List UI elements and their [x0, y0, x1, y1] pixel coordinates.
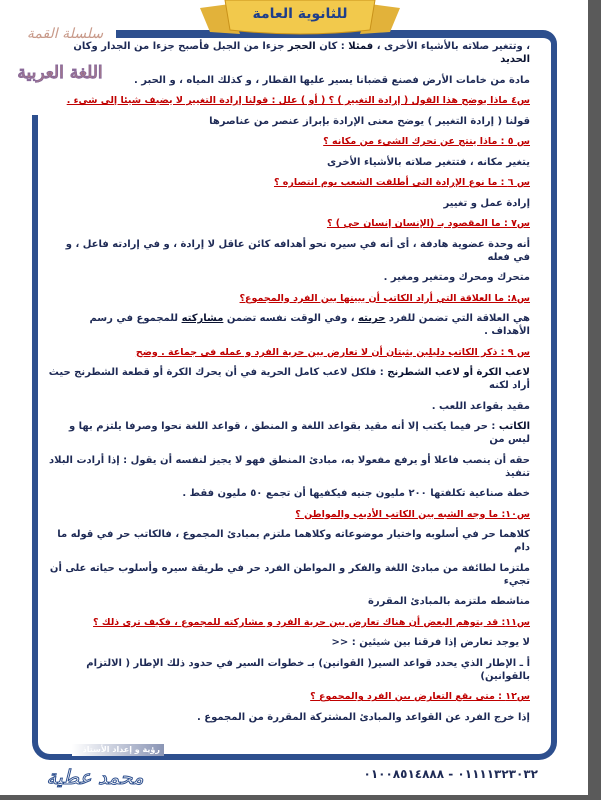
- answer-line: ملتزما لطائفة من مبادئ اللغة والفكر و المواطن الفرد حر في طريقة سيره وأسلوب حياته على أن تجيء: [49, 562, 530, 587]
- svg-text:اللغة العربية: اللغة العربية: [17, 63, 103, 83]
- text-segment: : فلكل لاعب كامل الحرية في أن يحرك الكرة أو قطعة الشطرنج حيث أراد لكنه: [48, 367, 530, 392]
- question-heading: س١٠: ما وجه الشبه بين الكاتب الأديب والمواطن ؟: [295, 508, 530, 520]
- question-heading: س ٥ : ماذا ينتج عن تحرك الشيء من مكانه ؟: [323, 136, 530, 148]
- question-heading: س ٦ : ما نوع الإرادة التي أطلقت الشعب يوم انتصاره ؟: [273, 177, 530, 189]
- answer-line: مادة من خامات الأرض فصنع قضبانا يسير عليها القطار ، و كذلك المياه ، و الحبر .: [133, 74, 530, 86]
- answer-line: [48, 366, 530, 392]
- answer-line: [48, 420, 530, 446]
- answer-line: حقه أن ينصب فاعلا أو يرفع مفعولا به، مبادئ المنطق فهو لا يجيز لنفسه أن يقول : إذا أرادت البلاد تنفيذ: [48, 454, 530, 479]
- keyword: الحجر: [287, 41, 316, 52]
- answer-line: أنه وحدة عضوية هادفة ، أى أنه في سيره نحو أهدافه كائن عاقل لا إرادة ، و في إرادته فاعل ، و في فعله: [65, 238, 530, 263]
- ribbon-banner: [200, 0, 400, 38]
- text-segment: للمجموع في رسم الأهداف .: [89, 313, 530, 338]
- answer-line: متحرك ومحرك ومتغير ومغير .: [383, 272, 530, 284]
- keyword: حريته: [358, 313, 386, 325]
- keyword: الكاتب: [498, 421, 530, 433]
- question-heading: س١١: قد يتوهم البعض أن هناك تعارض بين حرية الفرد و مشاركته للمجموع ، فكيف ترى ذلك ؟: [93, 616, 530, 628]
- text-segment: جزءا من الجبل فأصبح جزءا من الجدار وكان: [73, 41, 288, 52]
- text-segment: هي العلاقة التي تضمن للفرد: [385, 313, 530, 325]
- svg-text:محمد عطية: محمد عطية: [46, 765, 144, 789]
- keyword: مشاركته: [181, 313, 224, 325]
- keyword: فمثلا: [348, 41, 374, 52]
- answer-line: أ ـ الإطار الذي يحدد قواعد السير( القوانين) بـ خطوات السير في حدود ذلك الإطار ( الالتزام بالقوانين): [86, 657, 530, 682]
- keyword: الحديد: [500, 54, 530, 65]
- author-signature: [25, 758, 165, 794]
- answer-line: إذا خرج الفرد عن القواعد والمبادئ المشتركة المقررة من المجموع .: [196, 711, 530, 723]
- answer-line: [48, 312, 530, 338]
- ribbon-text: للثانوية العامة: [252, 6, 348, 22]
- text-segment: : حر فيما يكتب إلا أنه مقيد بقواعد اللغة و المنطق ، قواعد اللغة نحوا وصرفا يلتزم بها و ليس من: [68, 421, 530, 446]
- credit-label: رؤية و إعداد الأستاذ: [72, 744, 164, 756]
- answer-line: قولنا ( إرادة التغيير ) يوضح معنى الإرادة بإبراز عنصر من عناصرها: [209, 115, 530, 127]
- answer-line: يتغير مكانه ، فتتغير صلاته بالأشياء الأخرى: [327, 156, 530, 168]
- svg-text:سلسلة القمة: سلسلة القمة: [26, 26, 104, 42]
- answer-line: [48, 40, 530, 66]
- answer-line: خطة صناعية تكلفتها ٢٠٠ مليون جنيه فيكفيها أن تجمع ٥٠ مليون فقط .: [182, 488, 530, 500]
- answer-line: مقيد بقواعد اللعب .: [431, 400, 530, 412]
- text-segment: : كان: [315, 41, 349, 52]
- question-heading: س١٢ : متى يقع التعارض بين الفرد والمجموع ؟: [310, 691, 530, 703]
- phone-numbers: ٠١١١١٣٢٣٠٣٢ - ٠١٠٠٨٥١٤٨٨٨: [363, 767, 538, 781]
- question-heading: س٤ ماذا يوضح هذا القول ( إرادة التغيير ) ؟ ( أو ) علل : قولنا إرادة التغيير لا يضيف شيئا إلى شيء .: [66, 95, 530, 107]
- keyword: لاعب الكرة أو لاعب الشطرنج: [387, 367, 530, 379]
- question-heading: س ٩ : ذكر الكاتب دليلين يثبتان أن لا تعارض بين حرية الفرد و عمله في جماعة . وضح: [135, 346, 530, 358]
- question-heading: س٧ : ما المقصود بـ (الإنسان إنسان حي ) ؟: [326, 218, 530, 230]
- text-segment: ، وتتغير صلاته بالأشياء الأخرى ،: [373, 41, 530, 52]
- question-heading: س٨: ما العلاقة التي أراد الكاتب أن يبينها بين الفرد والمجموع؟: [239, 292, 530, 304]
- answer-line: مناشطه ملتزمة بالمبادئ المقررة: [367, 596, 530, 608]
- text-segment: ، وفي الوقت نفسه تضمن: [223, 313, 359, 325]
- answer-line: كلاهما حر في أسلوبه واختيار موضوعاته وكلاهما ملتزم بمبادئ المجموع ، فالكاتب حر في قوله ما دام: [57, 529, 530, 554]
- document-body: [48, 40, 530, 724]
- answer-line: إرادة عمل و تغيير: [443, 197, 530, 209]
- answer-line: لا يوجد تعارض إذا فرقنا بين شيئين : <<: [331, 637, 530, 649]
